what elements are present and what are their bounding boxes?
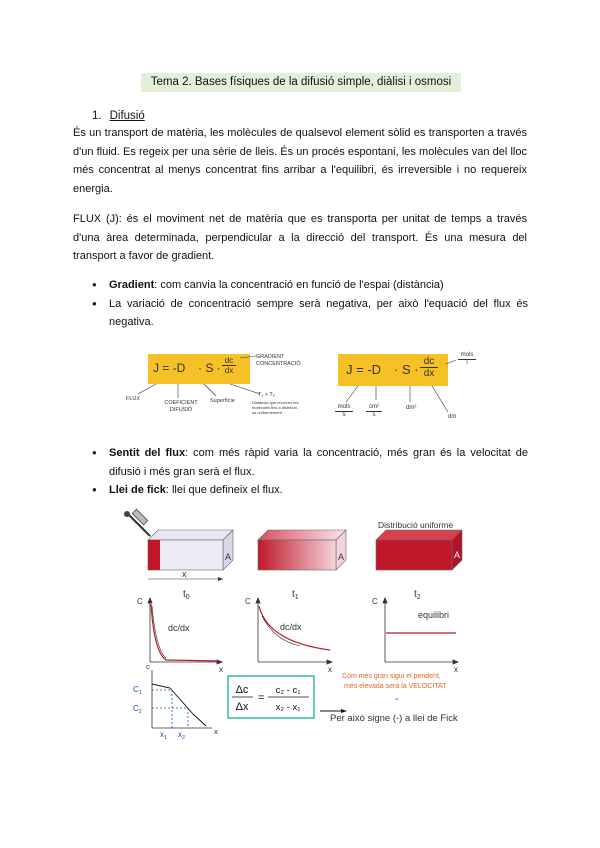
eq1-arrows (120, 350, 300, 410)
ratio-rden: x₂ - x₁ (275, 702, 301, 713)
minus-sign: - (395, 694, 399, 705)
face-label-2: A (338, 552, 345, 562)
paragraph-flux: FLUX (J): és el moviment net de matèria que es transporta per unitat de temps a través d'una àrea determinada, perpendicular a la direcció del transport. És una mesura del transport a favor de gradient. (73, 213, 527, 263)
page-title: Tema 2. Bases físiques de la difusió simple, diàlisi i osmosi (141, 73, 461, 92)
bullet-text: : com més ràpid varia la concentració, més gran és la velocitat de difusió i més gran serà el flux. (109, 447, 528, 478)
bullet-list-2 (92, 444, 528, 500)
small-c-axis: c (146, 662, 150, 671)
section-heading (92, 110, 145, 122)
eq2-unit-s-num: mols (337, 404, 351, 410)
eq2-arrows (330, 350, 490, 420)
arrow-mols (446, 360, 456, 364)
block-t0 (148, 530, 233, 581)
t2-label: $t_2$ (414, 589, 421, 601)
x-axis-1: x (219, 665, 223, 674)
bullet-variacio (92, 295, 528, 332)
eq2-unit-dm2: dm² (406, 405, 417, 411)
bullet-list-1 (92, 276, 528, 332)
section-label: Difusió (109, 110, 145, 122)
eq1-frac-den: dx (222, 365, 236, 375)
eq2-frac-den: dx (420, 367, 438, 379)
uniform-label: Distribució uniforme (378, 520, 454, 530)
eq1-frac-num: dc (224, 356, 234, 365)
bullet-bold: Llei de fick (109, 484, 166, 497)
eq2-unit-s-den: s (335, 411, 353, 419)
bullet-text: : com canvia la concentració en funció de l'espai (distància) (154, 279, 444, 291)
eq1-label-flux: FLUX (126, 396, 141, 402)
face-label-1: A (225, 552, 232, 562)
x-axis-3: x (454, 665, 458, 674)
syringe-icon (124, 509, 150, 536)
ratio-num: Δc (235, 684, 249, 696)
arrow-frac (432, 386, 448, 412)
section-number: 1. (92, 110, 102, 122)
bullet-text: : llei que defineix el flux. (165, 484, 283, 497)
bullet-sentit (92, 444, 528, 481)
bullet-gradient (92, 276, 528, 295)
eq2-unit-cm-num: cm² (369, 404, 379, 410)
bullet-bold: Sentit del flux (109, 447, 186, 459)
eq1-label-t: T₁ > T₂ (258, 392, 275, 398)
t0-label: $t_0$ (183, 589, 190, 601)
paragraph-difusio: És un transport de matèria, les molècules de qualsevol element sòlid es transporten a través d'un fluid. Es regeix per una sèrie de lleis. És un procés espontani, les molècules van del lloc més concentrat al menys concentrat fins arribar a l'equilibri, és irreversible i no requereix energia. (73, 127, 527, 195)
orange-note-1: Com més gran sigui el pendent, (342, 673, 441, 680)
eq2-frac-num: dc (423, 356, 435, 367)
gradient-guides (152, 690, 188, 728)
ratio-eq: = (258, 692, 265, 704)
c-axis-3: C (372, 597, 378, 606)
face-label-3: A (454, 550, 461, 560)
gradient-graph (152, 670, 212, 728)
x-axis-2: x (328, 665, 332, 674)
ratio-den: Δx (235, 701, 249, 713)
c2-label: $C_2$ (133, 704, 142, 715)
conclusion-text: Per això signe (-) a llei de Fick (330, 713, 458, 724)
arrow-j (346, 386, 358, 402)
c-axis-1: C (137, 597, 143, 606)
bullet-llei-fick (92, 481, 528, 500)
orange-note-2: més elevada serà la VELOCITAT (344, 683, 447, 690)
eq1-label-note: Distància que recorren les molècules fins a distribuir-se uniformement (252, 400, 299, 415)
graph-t2 (383, 598, 458, 664)
eq1-label-sup: Superfície (210, 398, 235, 404)
eq1-label-coef: COEFICIENT DIFUSIÓ (164, 400, 198, 413)
x-label-block: x (182, 569, 187, 579)
bullet-text: La variació de concentració sempre serà negativa, per això l'equació del flux és negativa. (109, 297, 528, 329)
arrow-sup (204, 384, 216, 396)
fick-figure (0, 500, 600, 760)
bullet-bold: Gradient (109, 279, 155, 291)
arrow-flux (138, 384, 156, 394)
eq2-unit-mols-den: l (458, 359, 476, 367)
eq2-j: J = -D (346, 362, 382, 377)
t1-label: $t_1$ (292, 589, 299, 601)
block-t2 (376, 530, 462, 570)
x1-label: $x_1$ (160, 730, 168, 741)
small-x-axis: x (214, 727, 218, 736)
eq2-s: · S · (394, 362, 419, 377)
x2-label: $x_2$ (178, 730, 186, 741)
arrow-t (230, 384, 260, 394)
eq2-unit-mols-num: mols (460, 352, 474, 358)
eq2-unit-dm: dm (448, 414, 457, 420)
c1-label: $C_1$ (133, 685, 142, 696)
eq1-s: · S · (198, 361, 221, 375)
dcdx-1: dc/dx (168, 623, 190, 633)
eq1-label-gradient: GRADIENT CONCENTRACIÓ (256, 354, 301, 367)
equilibri-label: equilibri (418, 610, 450, 620)
ratio-rnum: c₂ - c₁ (275, 685, 301, 696)
eq1-j: J = -D (153, 361, 186, 375)
dcdx-2: dc/dx (280, 622, 302, 632)
eq2-unit-cm-den: s (366, 411, 382, 419)
block-t1 (258, 530, 346, 570)
c-axis-2: C (245, 597, 251, 606)
arrow-gradient (240, 356, 256, 358)
